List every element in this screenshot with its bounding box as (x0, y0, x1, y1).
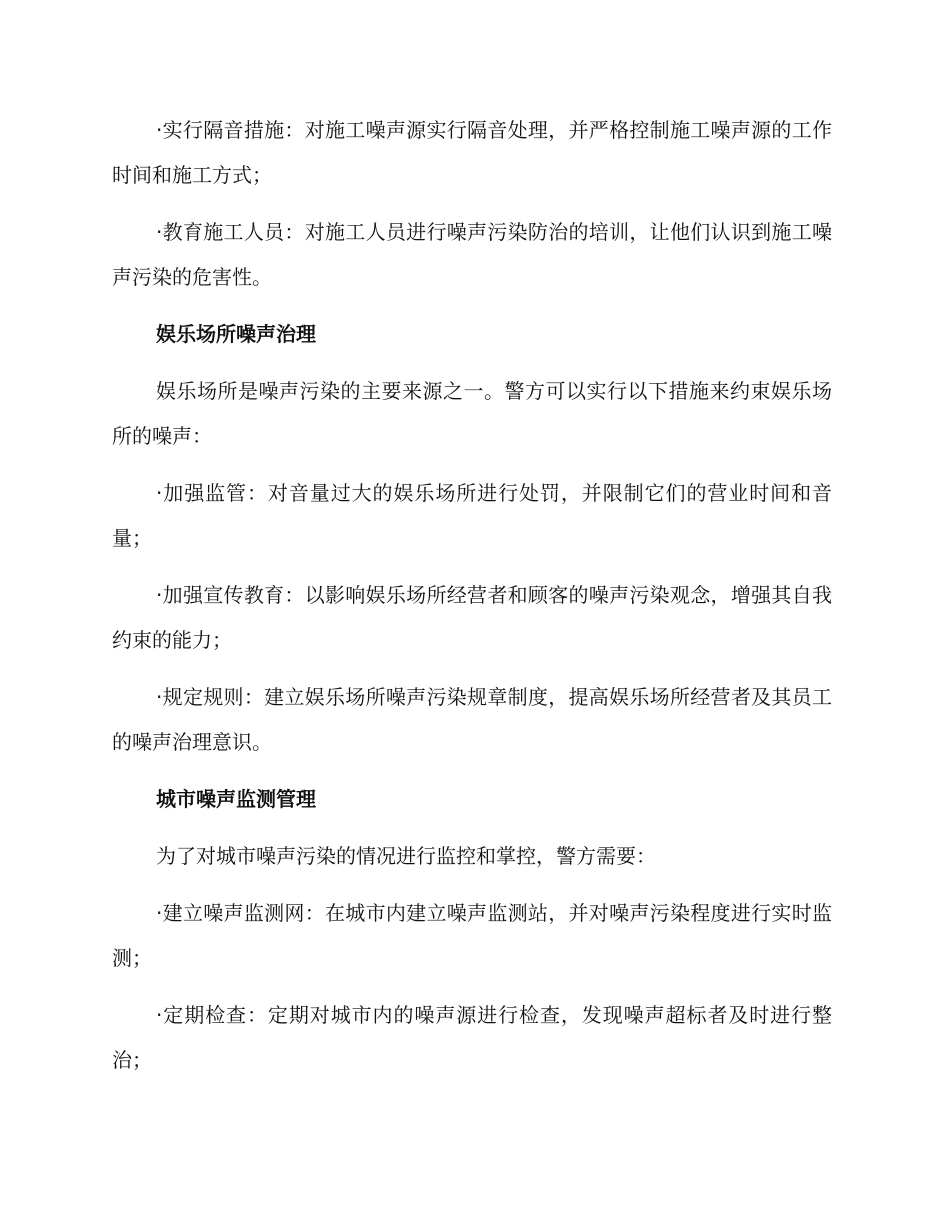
section-heading-noise-monitoring: 城市噪声监测管理 (156, 787, 316, 811)
paragraph-soundproofing: ·实行隔音措施：对施工噪声源实行隔音处理，并严格控制施工噪声源的工作时间和施工方式； (112, 118, 832, 187)
paragraph-publicity-education: ·加强宣传教育：以影响娱乐场所经营者和顾客的噪声污染观念，增强其自我约束的能力； (112, 583, 832, 652)
paragraph-rules: ·规定规则：建立娱乐场所噪声污染规章制度，提高娱乐场所经营者及其员工的噪声治理意识。 (112, 685, 832, 754)
paragraph-monitoring-intro: 为了对城市噪声污染的情况进行监控和掌控，警方需要： (156, 844, 656, 868)
document-page (112, 108, 832, 1095)
paragraph-regular-inspection: ·定期检查：定期对城市内的噪声源进行检查，发现噪声超标者及时进行整治； (112, 1003, 832, 1072)
paragraph-strengthen-supervision: ·加强监管：对音量过大的娱乐场所进行处罚，并限制它们的营业时间和音量； (112, 481, 832, 550)
paragraph-entertainment-intro: 娱乐场所是噪声污染的主要来源之一。警方可以实行以下措施来约束娱乐场所的噪声： (112, 379, 832, 448)
paragraph-worker-education: ·教育施工人员：对施工人员进行噪声污染防治的培训，让他们认识到施工噪声污染的危害性。 (112, 220, 832, 289)
section-heading-entertainment-noise: 娱乐场所噪声治理 (156, 322, 316, 346)
paragraph-monitoring-network: ·建立噪声监测网：在城市内建立噪声监测站，并对噪声污染程度进行实时监测； (112, 901, 832, 970)
